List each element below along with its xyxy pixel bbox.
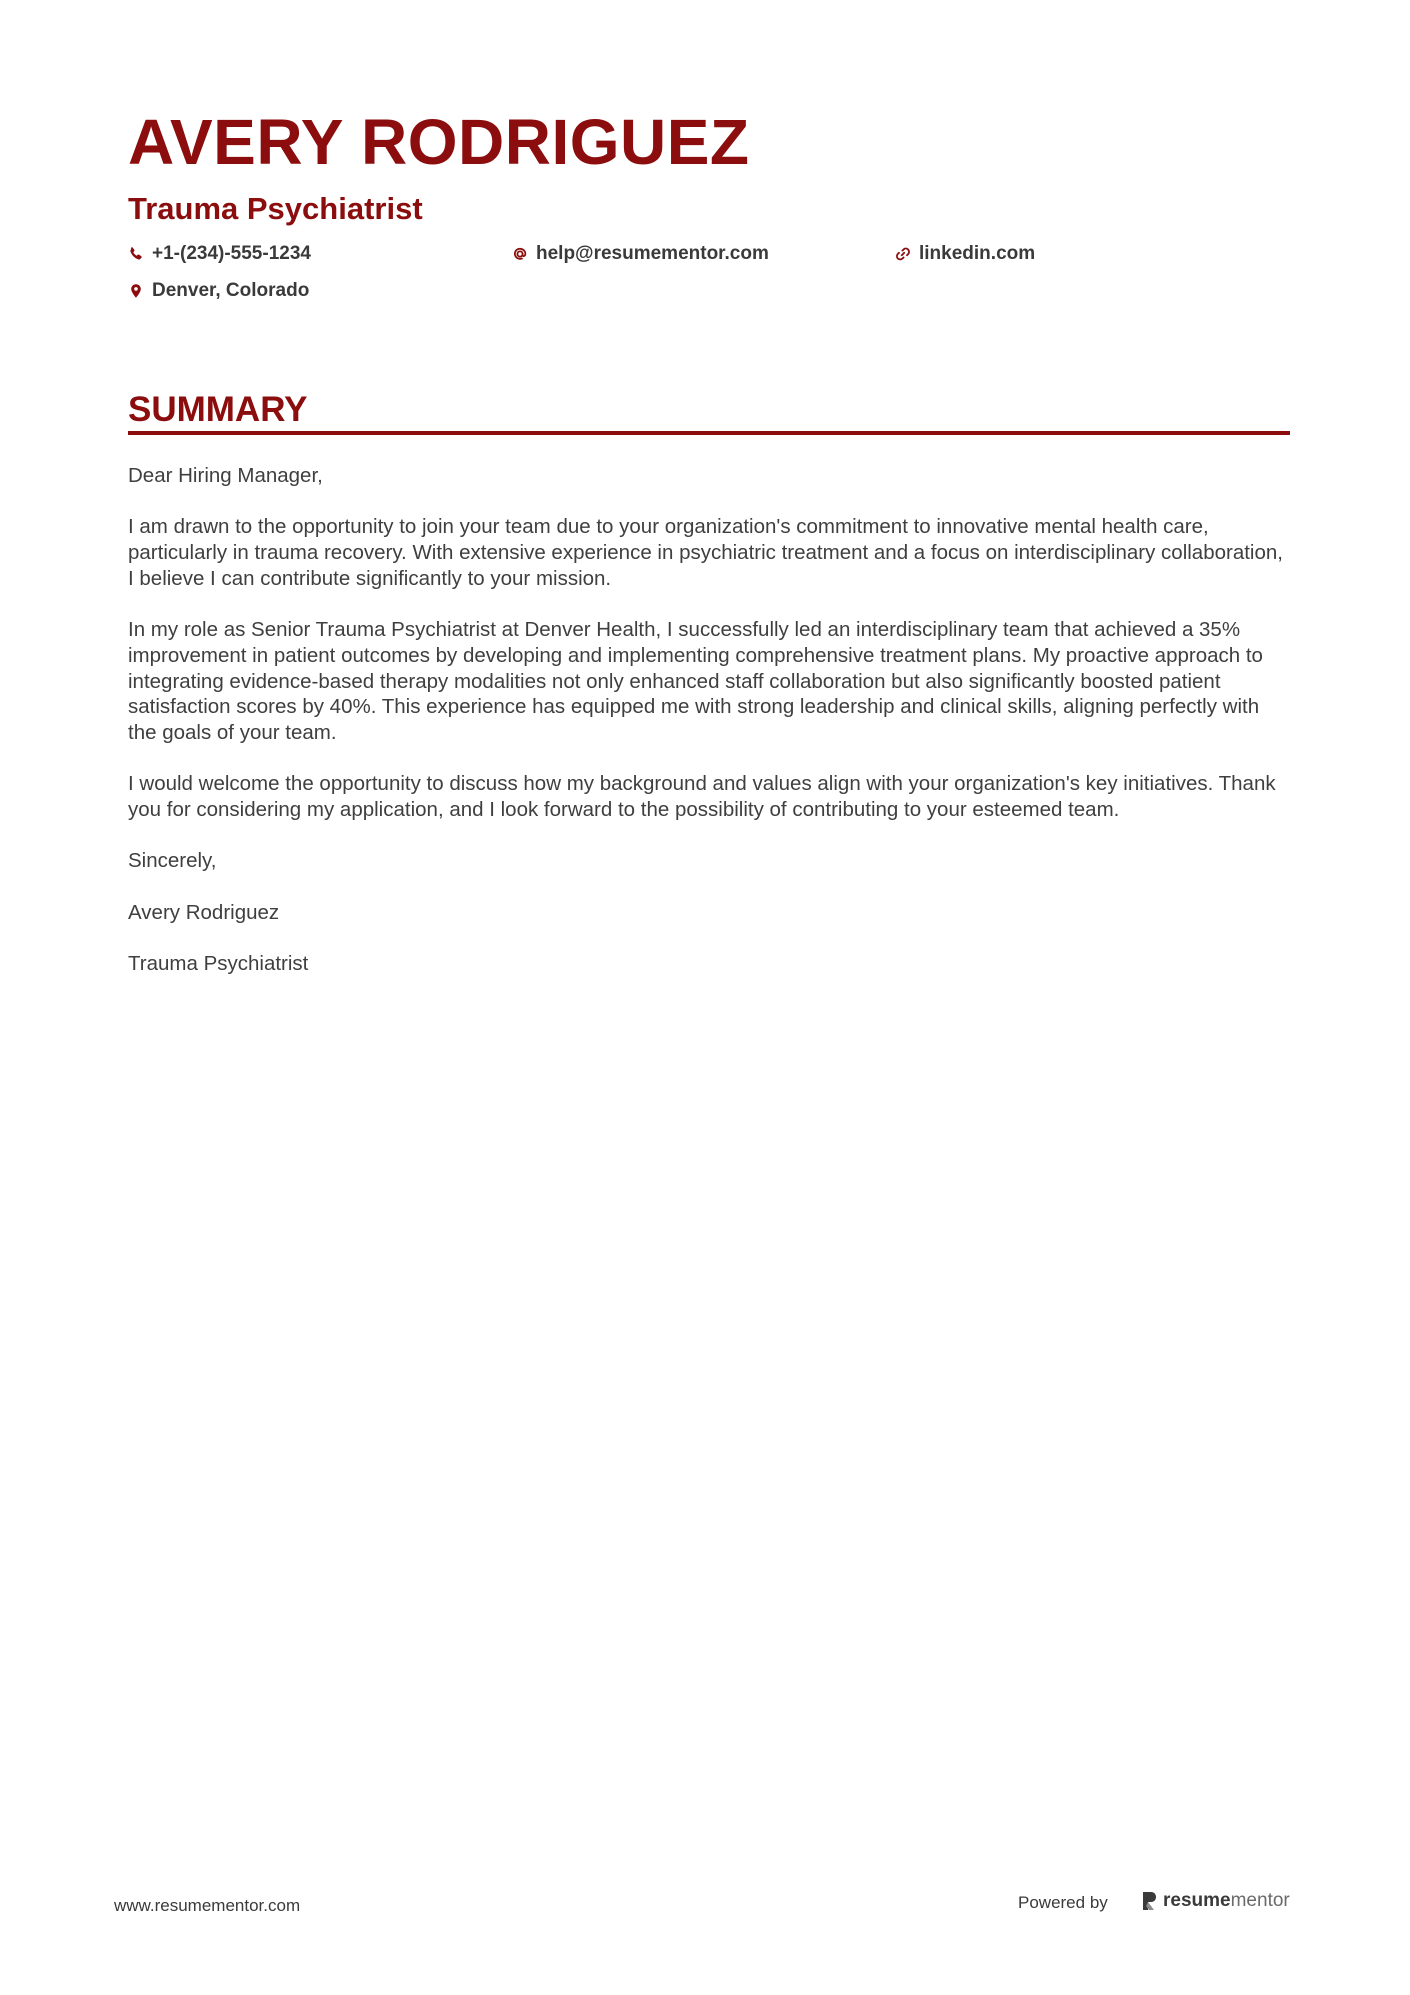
letter-paragraph: I am drawn to the opportunity to join your team due to your organization's commitment to innovative mental health care, particularly in trauma recovery. With extensive experience in psychiatric treatment and a focus on interdisciplinary collaboration, I believe I can contribute significantly to your mission.: [128, 515, 1283, 590]
closing: Sincerely,: [128, 849, 217, 873]
linkedin-text: linkedin.com: [919, 243, 1036, 264]
section-divider: [128, 431, 1290, 435]
salutation: Dear Hiring Manager,: [128, 464, 323, 487]
email-text: help@resumementor.com: [536, 243, 769, 264]
brand-name-light: mentor: [1230, 1890, 1290, 1911]
candidate-name: AVERY RODRIGUEZ: [128, 106, 750, 178]
contact-phone: [128, 242, 311, 266]
contact-email[interactable]: [512, 242, 769, 266]
brand-name-bold: resume: [1163, 1890, 1231, 1911]
link-icon: [895, 246, 911, 262]
phone-text: +1-(234)-555-1234: [152, 243, 311, 264]
map-pin-icon: [128, 283, 144, 299]
resumementor-logo-icon: [1141, 1890, 1159, 1912]
cover-letter-body: [128, 463, 1290, 1003]
location-text: Denver, Colorado: [152, 280, 310, 301]
candidate-title: Trauma Psychiatrist: [128, 191, 423, 226]
at-icon: [512, 246, 528, 262]
footer-url[interactable]: www.resumementor.com: [114, 1896, 301, 1915]
signature-name: Avery Rodriguez: [128, 900, 280, 924]
summary-heading: SUMMARY: [128, 390, 308, 429]
phone-icon: [128, 246, 144, 262]
powered-by-label: Powered by: [1018, 1893, 1108, 1912]
brand-logo[interactable]: [1141, 1890, 1290, 1912]
contact-location: [128, 279, 309, 303]
signature-title: Trauma Psychiatrist: [128, 952, 309, 976]
contact-linkedin[interactable]: [895, 242, 1035, 266]
letter-paragraph: In my role as Senior Trauma Psychiatrist at Denver Health, I successfully led an interdisciplinary team that achieved a 35% improvement in patient outcomes by developing and implementing comprehensive treatment plans. My proactive approach to integrating evidence-based therapy modalities not only enhanced staff collaboration but also significantly boosted patient satisfaction scores by 40%. This experience has equipped me with strong leadership and clinical skills, aligning perfectly with the goals of your team.: [128, 618, 1263, 744]
letter-paragraph: I would welcome the opportunity to discuss how my background and values align with your organization's key initiatives. Thank you for considering my application, and I look forward to the possibility of contributing to your esteemed team.: [128, 772, 1276, 822]
